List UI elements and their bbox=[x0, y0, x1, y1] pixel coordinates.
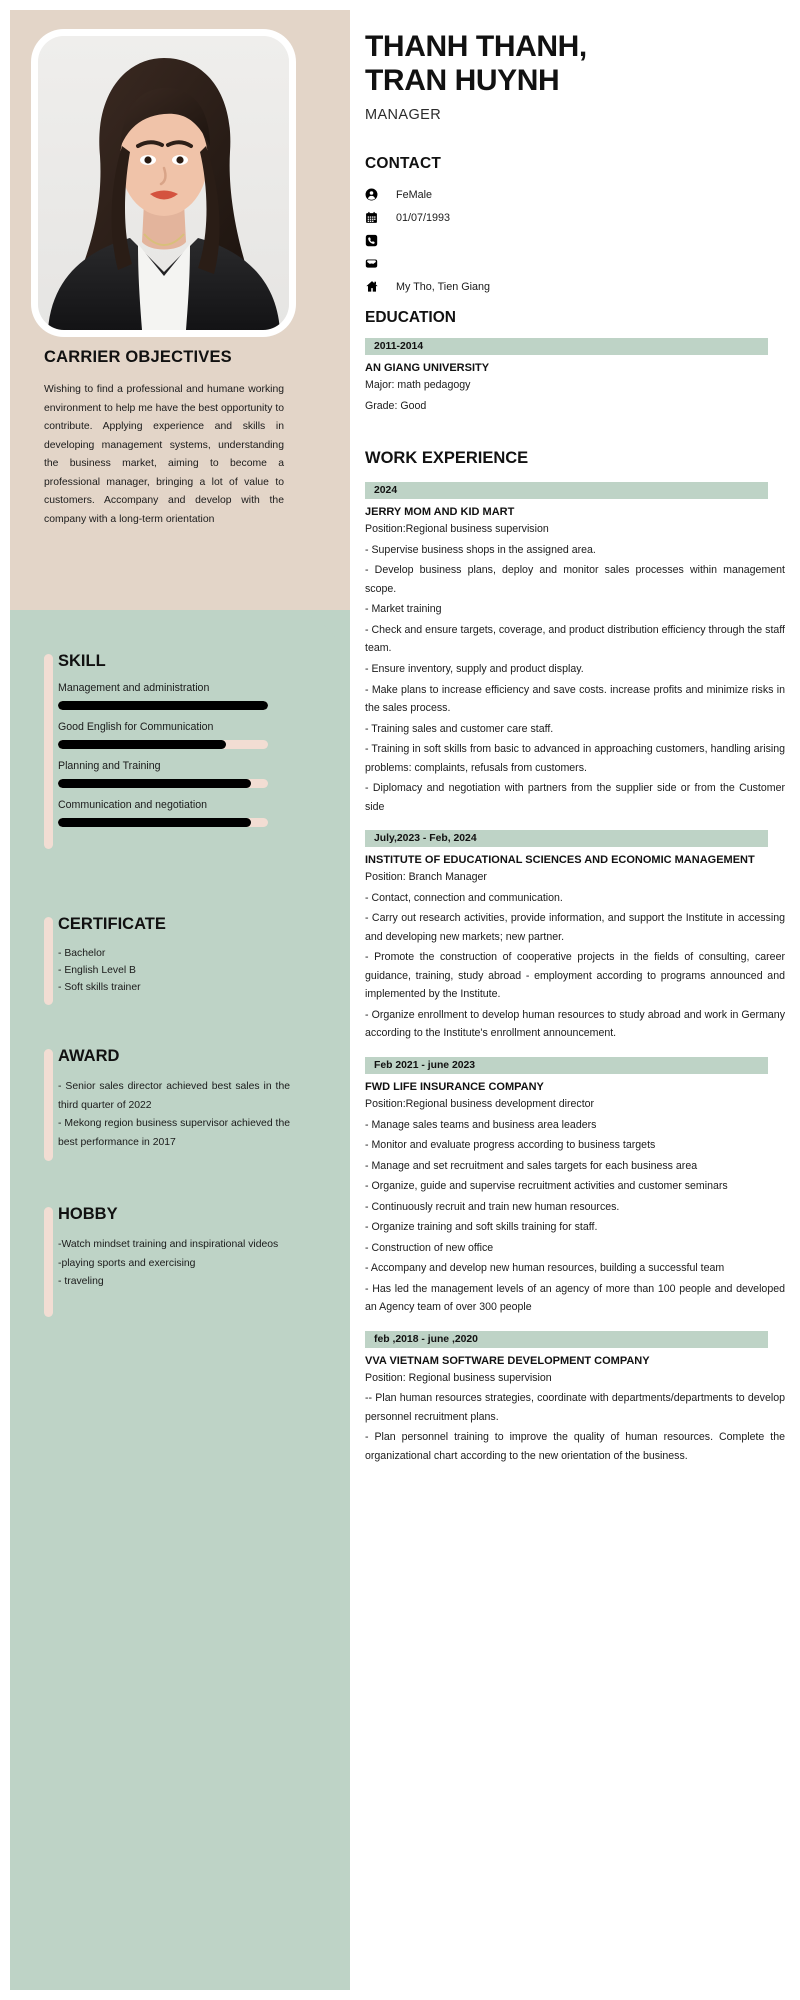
detail-line: -- Plan human resources strategies, coordinate with departments/departments to develop personnel recruitment plans. bbox=[365, 1392, 785, 1423]
certificate-item: - Soft skills trainer bbox=[58, 981, 141, 993]
hobby-heading: HOBBY bbox=[58, 1205, 118, 1223]
detail-line: - Organize, guide and supervise recruitment activities and customer seminars bbox=[365, 1180, 728, 1193]
date-badge-label: 2011-2014 bbox=[374, 341, 424, 353]
skill-bar-track bbox=[58, 818, 268, 827]
detail-line: - Has led the management levels of an agency of more than 100 people and developed an Agency team of over 300 people bbox=[365, 1282, 785, 1314]
skill-label: Good English for Communication bbox=[58, 721, 214, 733]
detail-line: - Supervise business shops in the assigned area. bbox=[365, 543, 596, 556]
contact-row[interactable] bbox=[365, 275, 785, 298]
skill-item bbox=[58, 760, 288, 788]
certificate-list bbox=[58, 946, 288, 997]
award-heading: AWARD bbox=[58, 1047, 120, 1065]
detail-line: - Plan personnel training to improve the quality of human resources. Complete the organizational chart according to the new orientation of the business. bbox=[365, 1431, 785, 1462]
detail-line: - Contact, connection and communication. bbox=[365, 891, 563, 904]
skill-accent-pill bbox=[44, 654, 53, 849]
detail-line: - Develop business plans, deploy and monitor sales processes within management scope. bbox=[365, 564, 785, 595]
date-badge bbox=[365, 1331, 768, 1348]
work-entry bbox=[365, 830, 785, 1043]
organization-name: INSTITUTE OF EDUCATIONAL SCIENCES AND ECONOMIC MANAGEMENT bbox=[365, 854, 755, 867]
calendar-icon bbox=[365, 211, 387, 224]
work-entry bbox=[365, 1331, 785, 1466]
award-item: - Mekong region business supervisor achieved the best performance in 2017 bbox=[58, 1118, 290, 1148]
date-badge-label: feb ,2018 - june ,2020 bbox=[374, 1333, 478, 1345]
certificate-accent-pill bbox=[44, 917, 53, 1005]
detail-line: - Diplomacy and negotiation with partners from the supplier side or from the Customer side bbox=[365, 782, 785, 813]
detail-line: - Ensure inventory, supply and product display. bbox=[365, 662, 584, 675]
skill-label: Communication and negotiation bbox=[58, 799, 207, 811]
job-role: MANAGER bbox=[365, 107, 442, 124]
detail-line: - Market training bbox=[365, 603, 442, 616]
date-badge bbox=[365, 482, 768, 499]
contact-value: 01/07/1993 bbox=[396, 211, 451, 224]
left-sidebar bbox=[10, 10, 350, 1990]
skill-item bbox=[58, 682, 288, 710]
date-badge bbox=[365, 830, 768, 847]
date-badge-label: 2024 bbox=[374, 485, 398, 497]
work-list bbox=[365, 482, 785, 1465]
phone-icon bbox=[365, 234, 387, 247]
skill-bar-fill bbox=[58, 701, 268, 710]
work-entry bbox=[365, 482, 785, 816]
hobby-item: - traveling bbox=[58, 1276, 104, 1288]
education-list bbox=[365, 338, 785, 415]
objectives-heading: CARRIER OBJECTIVES bbox=[44, 348, 232, 366]
contact-row[interactable] bbox=[365, 252, 785, 275]
skill-label: Planning and Training bbox=[58, 760, 161, 772]
detail-line: - Training sales and customer care staff. bbox=[365, 722, 554, 735]
detail-line: - Promote the construction of cooperative projects in the fields of consulting, career guidance, training, study abroad - employment according to programs announced and implemented by the Institute. bbox=[365, 951, 785, 1001]
detail-line: - Accompany and develop new human resources, building a successful team bbox=[365, 1262, 725, 1275]
detail-line: - Monitor and evaluate progress according to business targets bbox=[365, 1139, 656, 1152]
organization-name: FWD LIFE INSURANCE COMPANY bbox=[365, 1081, 544, 1093]
education-entry bbox=[365, 338, 785, 415]
date-badge-label: July,2023 - Feb, 2024 bbox=[374, 833, 477, 845]
detail-line: - Training in soft skills from basic to advanced in approaching customers, handling arising problems: complaints, refusals from customers. bbox=[365, 743, 785, 774]
education-heading: EDUCATION bbox=[365, 309, 456, 327]
name-line-1: THANH THANH, bbox=[365, 30, 587, 63]
organization-name: AN GIANG UNIVERSITY bbox=[365, 362, 490, 375]
certificate-heading: CERTIFICATE bbox=[58, 915, 166, 933]
portrait-illustration bbox=[38, 36, 289, 330]
skill-bar-fill bbox=[58, 779, 251, 788]
hobby-section bbox=[58, 1205, 290, 1292]
name-line-2: TRAN HUYNH bbox=[365, 63, 560, 97]
objectives-section bbox=[44, 348, 284, 529]
detail-line: - Organize training and soft skills training for staff. bbox=[365, 1221, 598, 1234]
detail-line: Position: Regional business supervision bbox=[365, 1371, 552, 1384]
hobby-accent-pill bbox=[44, 1207, 53, 1317]
skill-item bbox=[58, 721, 288, 749]
home-icon bbox=[365, 280, 387, 293]
detail-line: - Manage and set recruitment and sales targets for each business area bbox=[365, 1159, 698, 1172]
detail-line: - Manage sales teams and business area leaders bbox=[365, 1118, 597, 1131]
skill-heading: SKILL bbox=[58, 652, 106, 670]
work-entry bbox=[365, 1057, 785, 1317]
person-icon bbox=[365, 188, 387, 201]
work-heading: WORK EXPERIENCE bbox=[365, 449, 529, 468]
skill-bar-track bbox=[58, 779, 268, 788]
contact-value: My Tho, Tien Giang bbox=[396, 280, 491, 293]
contact-list bbox=[365, 183, 785, 298]
date-badge-label: Feb 2021 - june 2023 bbox=[374, 1060, 476, 1071]
skill-bar-fill bbox=[58, 818, 251, 827]
award-item: - Senior sales director achieved best sales in the third quarter of 2022 bbox=[58, 1081, 290, 1111]
skill-item bbox=[58, 799, 288, 827]
detail-line: Position:Regional business supervision bbox=[365, 523, 549, 536]
envelope-icon bbox=[365, 257, 387, 270]
certificate-item: - English Level B bbox=[58, 964, 136, 976]
skill-bar-track bbox=[58, 740, 268, 749]
hobby-item: -Watch mindset training and inspirational videos bbox=[58, 1239, 279, 1250]
objectives-body: Wishing to find a professional and humane working environment to help me have the best opportunity to contribute. Applying experience and skills in developing management systems, understanding the business market, aiming to become a professional manager, bringing a lot of value to customers. Accompany and develop with the company with a long-term orientation bbox=[44, 384, 284, 525]
detail-line: - Continuously recruit and train new human resources. bbox=[365, 1200, 620, 1213]
award-accent-pill bbox=[44, 1049, 53, 1161]
hobby-list bbox=[58, 1236, 290, 1292]
detail-line: Major: math pedagogy bbox=[365, 379, 471, 392]
organization-name: JERRY MOM AND KID MART bbox=[365, 506, 515, 519]
certificate-item: - Bachelor bbox=[58, 948, 106, 959]
detail-line: - Organize enrollment to develop human resources to study abroad and work in Germany according to the Institute's enrollment announcement. bbox=[365, 1008, 785, 1040]
date-badge bbox=[365, 338, 768, 355]
detail-line: - Construction of new office bbox=[365, 1241, 494, 1254]
contact-row[interactable] bbox=[365, 183, 785, 206]
date-badge bbox=[365, 1057, 768, 1074]
skill-bar-fill bbox=[58, 740, 226, 749]
detail-line: Position: Branch Manager bbox=[365, 871, 487, 884]
contact-row[interactable] bbox=[365, 206, 785, 229]
organization-name: VVA VIETNAM SOFTWARE DEVELOPMENT COMPANY bbox=[365, 1354, 650, 1367]
profile-photo bbox=[38, 36, 289, 330]
detail-line: - Carry out research activities, provide information, and support the Institute in accessing and developing new markets; new partner. bbox=[365, 912, 785, 943]
detail-line: Grade: Good bbox=[365, 399, 427, 412]
award-section bbox=[58, 1047, 290, 1152]
detail-line: - Make plans to increase efficiency and save costs. increase profits and minimize risks in the sales process. bbox=[365, 683, 785, 715]
award-list bbox=[58, 1078, 290, 1152]
contact-value: FeMale bbox=[396, 188, 433, 201]
detail-line: Position:Regional business development director bbox=[365, 1098, 595, 1110]
skill-bar-track bbox=[58, 701, 268, 710]
hobby-item: -playing sports and exercising bbox=[58, 1257, 196, 1269]
skill-label: Management and administration bbox=[58, 682, 210, 694]
main-content bbox=[365, 0, 785, 1466]
page-title bbox=[365, 30, 785, 97]
certificate-section bbox=[58, 915, 288, 997]
contact-heading: CONTACT bbox=[365, 155, 442, 173]
detail-line: - Check and ensure targets, coverage, and product distribution efficiency through the staff team. bbox=[365, 623, 785, 655]
contact-row[interactable] bbox=[365, 229, 785, 252]
skill-section bbox=[58, 652, 288, 827]
skill-list bbox=[58, 682, 288, 827]
